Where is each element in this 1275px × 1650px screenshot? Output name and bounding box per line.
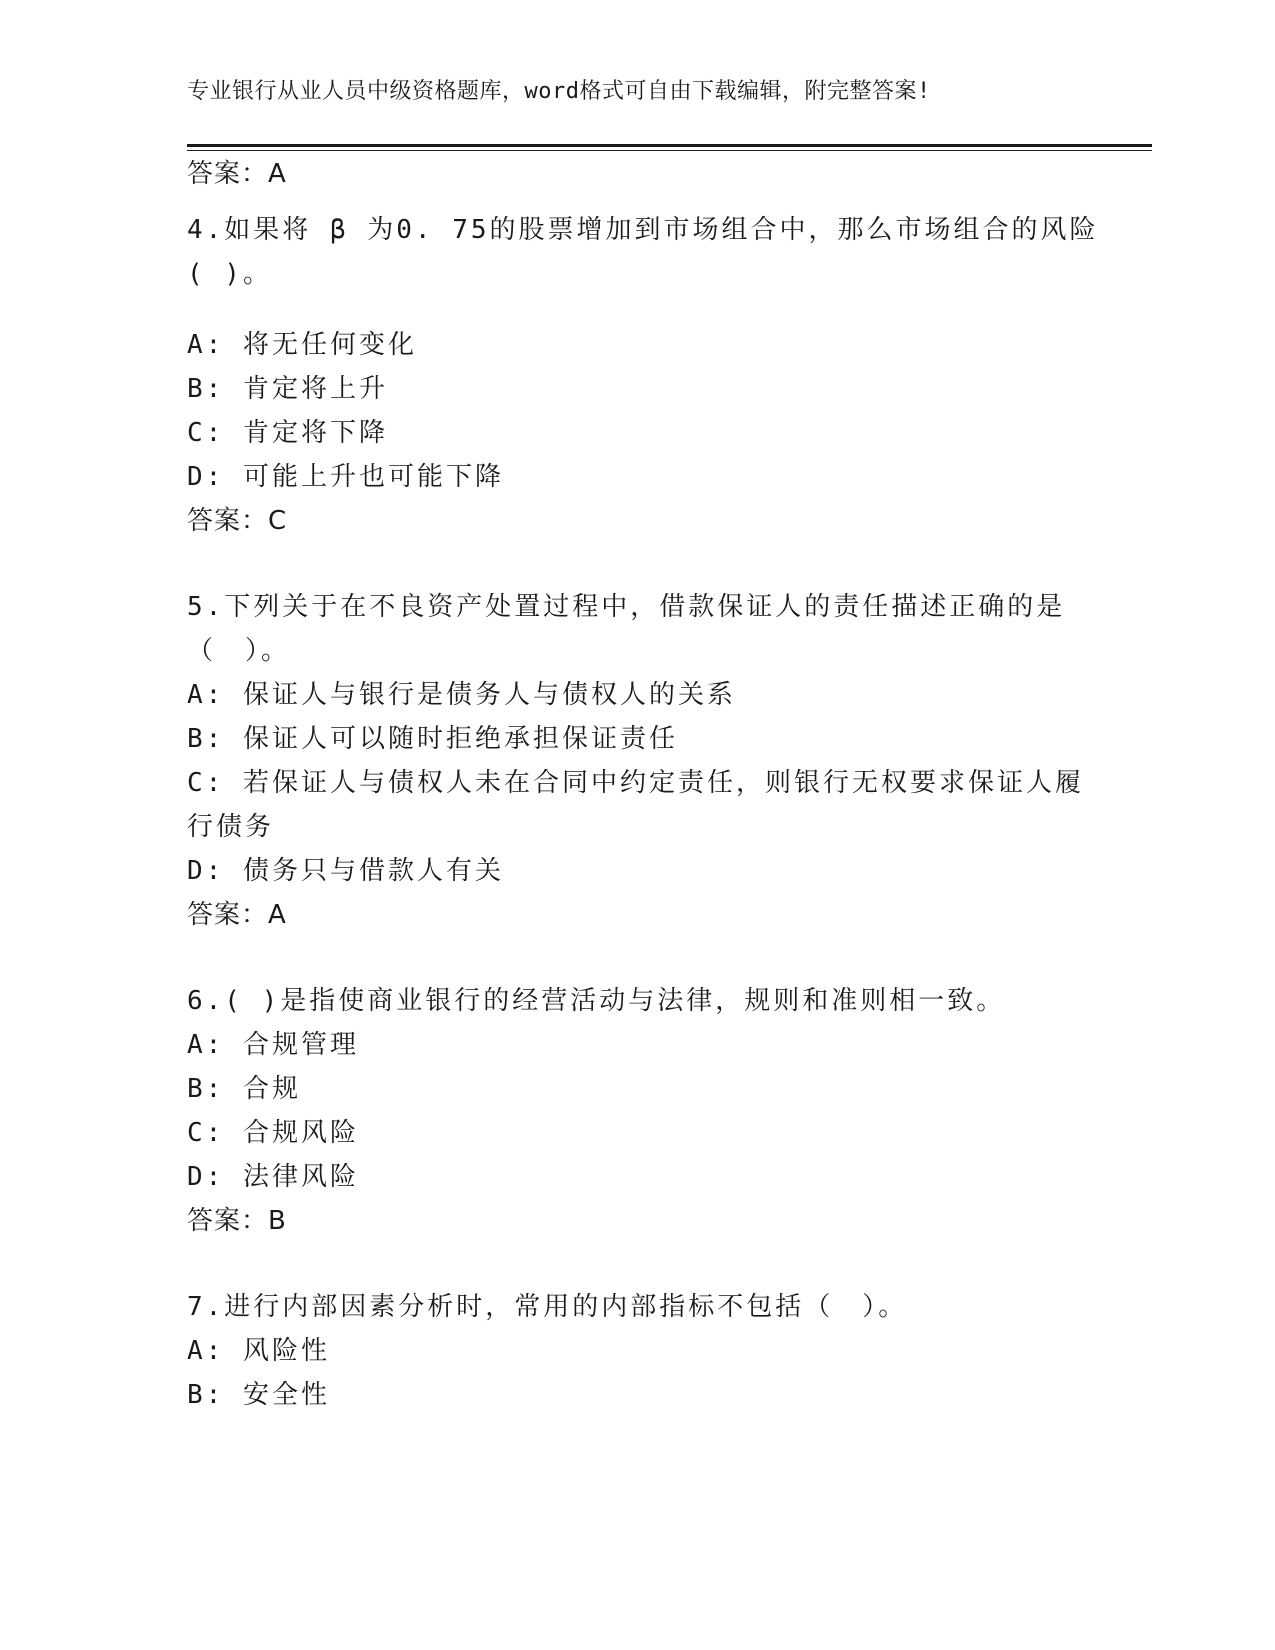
question-6-answer: 答案：B: [187, 1206, 287, 1236]
question-5-stem-line2: （ ）。: [187, 636, 291, 666]
question-4-stem-line1: 4.如果将 β 为0. 75的股票增加到市场组合中，那么市场组合的风险: [187, 215, 1099, 245]
question-4-option-a: A: 将无任何变化: [187, 330, 417, 360]
question-4-answer: 答案：C: [187, 506, 288, 536]
question-5-stem-line1: 5.下列关于在不良资产处置过程中，借款保证人的责任描述正确的是: [187, 592, 1066, 622]
page-header-text: 专业银行从业人员中级资格题库，word格式可自由下载编辑，附完整答案!: [187, 79, 931, 104]
question-4-option-c: C: 肯定将下降: [187, 418, 388, 448]
question-7-option-a: A: 风险性: [187, 1336, 330, 1366]
question-5-option-c-continued: 行债务: [187, 812, 275, 842]
question-6-option-b: B: 合规: [187, 1074, 301, 1104]
question-5-option-b: B: 保证人可以随时拒绝承担保证责任: [187, 724, 678, 754]
question-5-option-a: A: 保证人与银行是债务人与债权人的关系: [187, 680, 736, 710]
question-6-option-c: C: 合规风险: [187, 1118, 359, 1148]
header-rule-thin: [187, 150, 1152, 151]
question-4-stem-line2: ( )。: [187, 259, 272, 289]
answer-q3: 答案：A: [187, 159, 287, 189]
question-7-option-b: B: 安全性: [187, 1380, 330, 1410]
header-rule-thick: [187, 144, 1152, 147]
question-6-option-a: A: 合规管理: [187, 1030, 359, 1060]
question-7-stem-line1: 7.进行内部因素分析时，常用的内部指标不包括（ ）。: [187, 1292, 908, 1322]
question-5-answer: 答案：A: [187, 900, 287, 930]
question-4-option-b: B: 肯定将上升: [187, 374, 388, 404]
question-5-option-d: D: 债务只与借款人有关: [187, 856, 504, 886]
question-5-option-c: C: 若保证人与债权人未在合同中约定责任，则银行无权要求保证人履: [187, 768, 1084, 798]
question-6-option-d: D: 法律风险: [187, 1162, 359, 1192]
question-6-stem-line1: 6.( )是指使商业银行的经营活动与法律，规则和准则相一致。: [187, 986, 1006, 1016]
question-4-option-d: D: 可能上升也可能下降: [187, 462, 504, 492]
